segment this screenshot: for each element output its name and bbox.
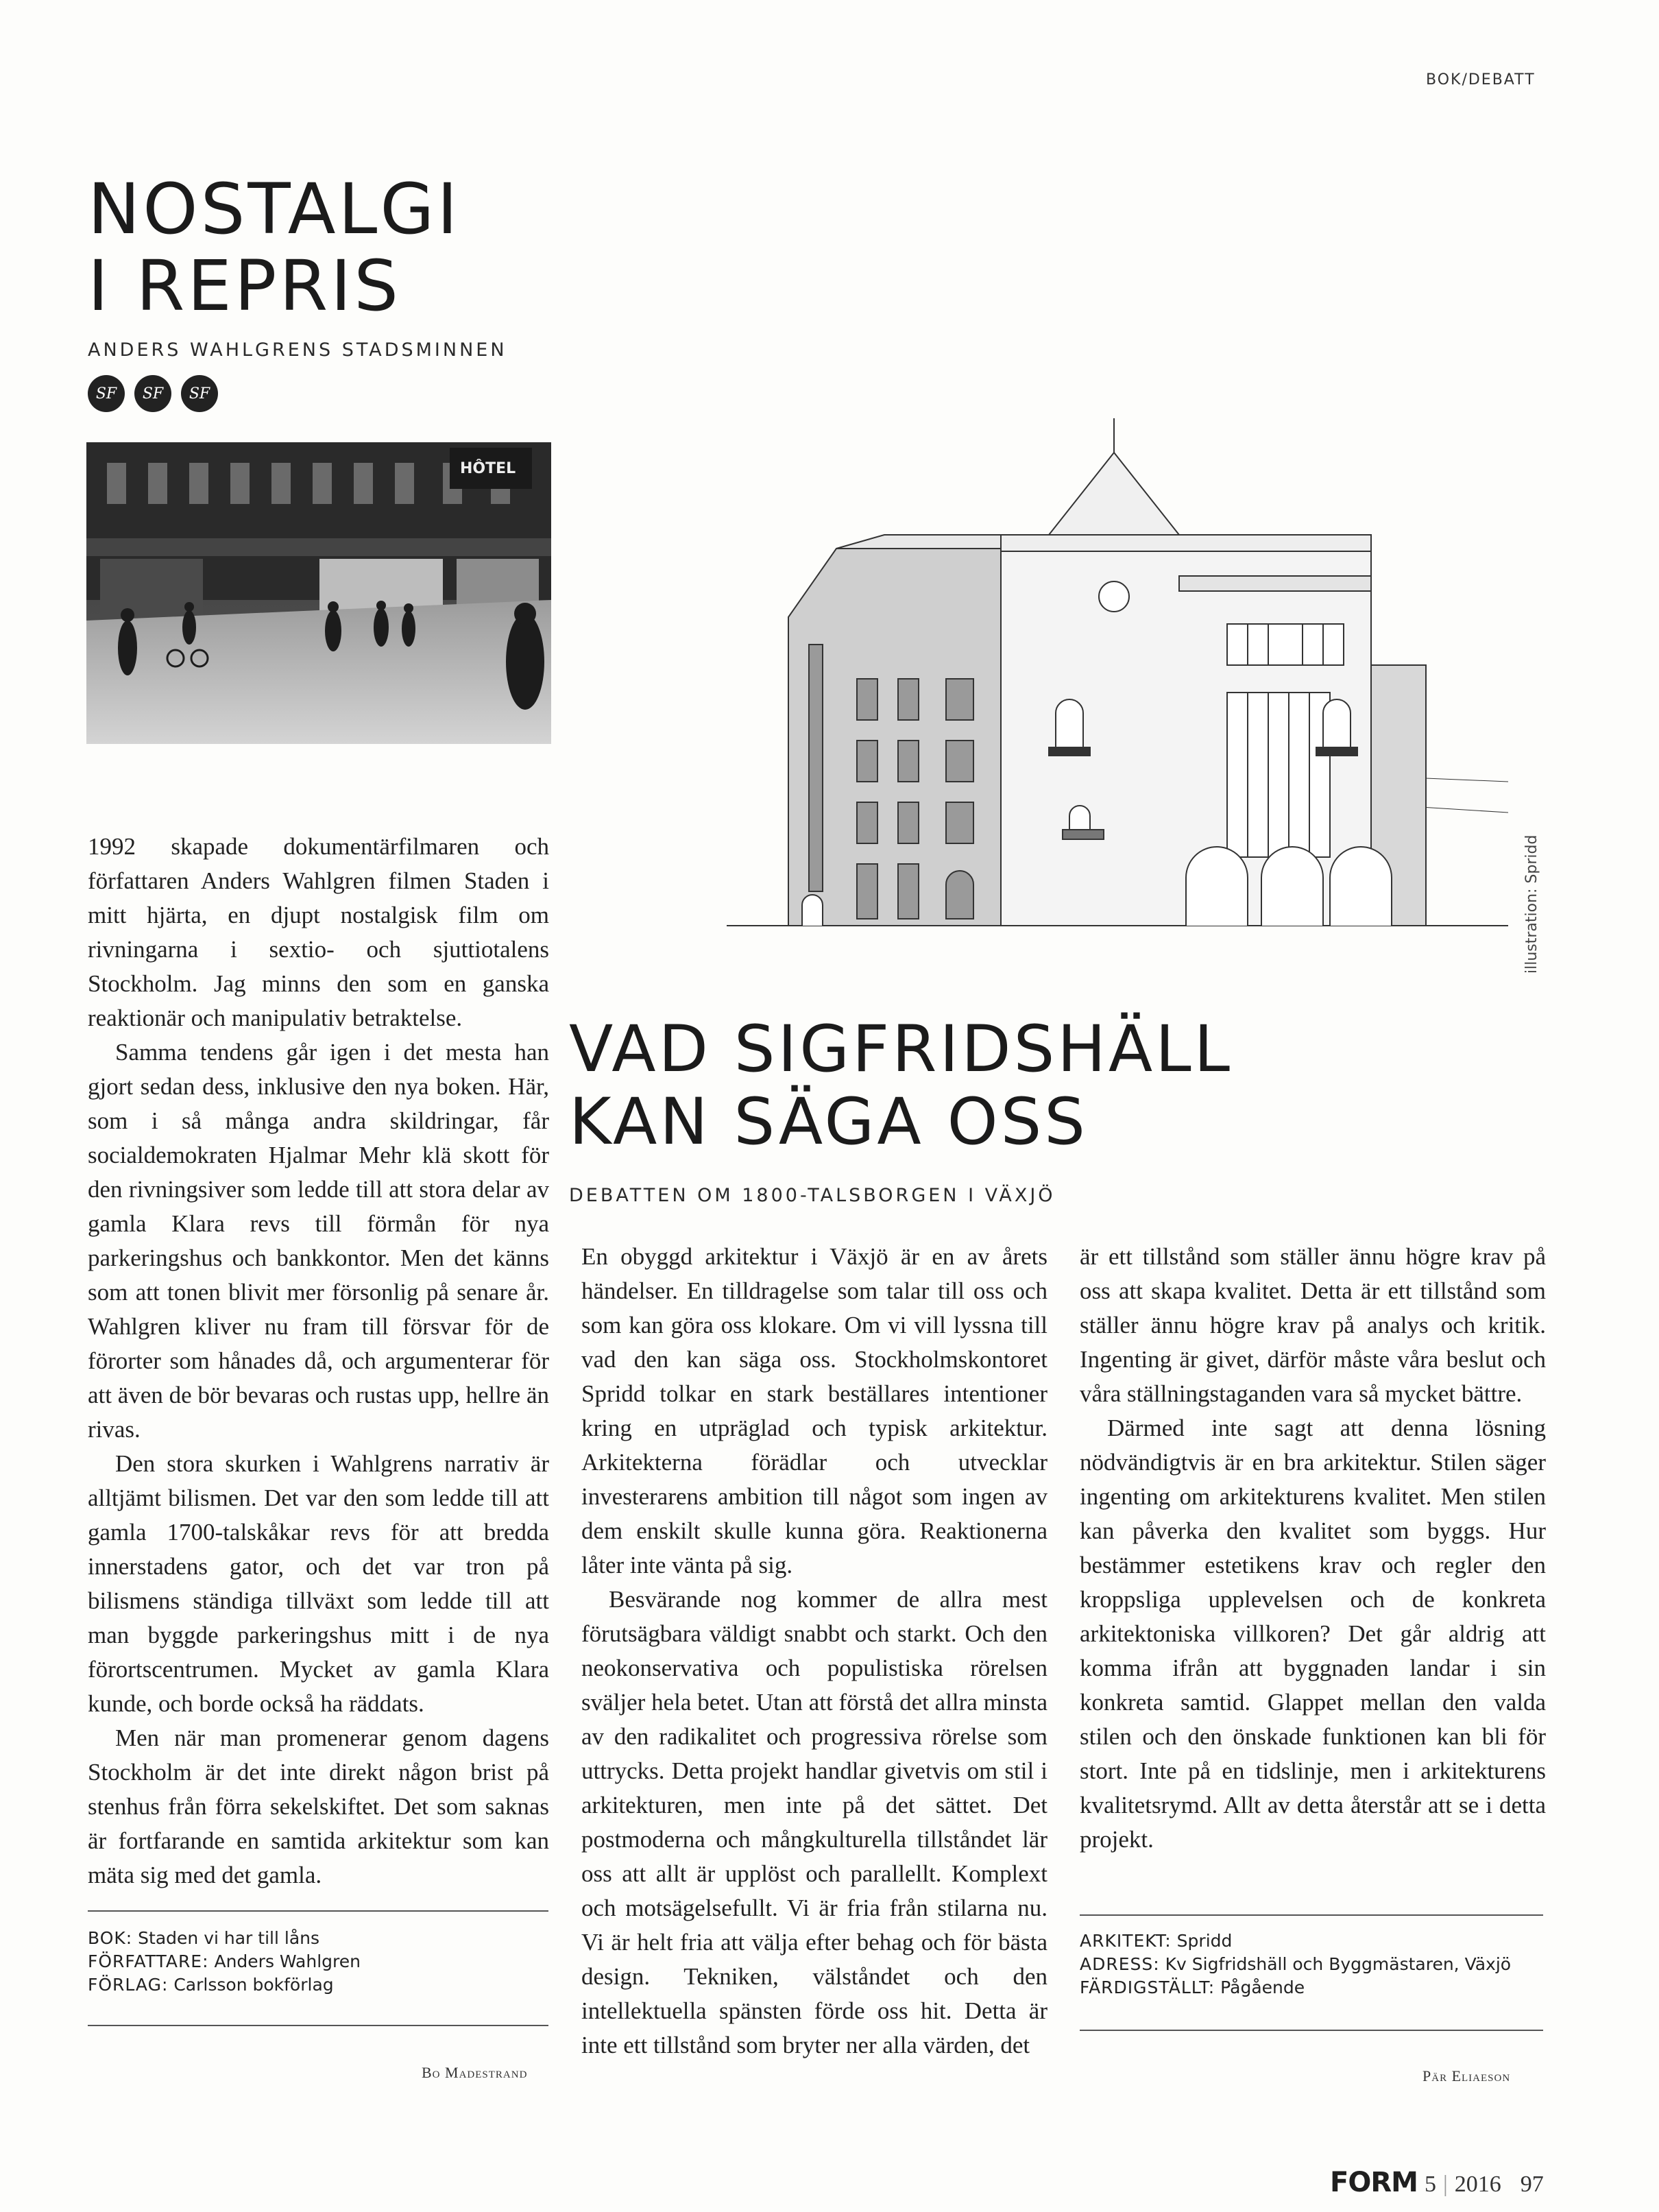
article1-byline: Bo Madestrand xyxy=(422,2064,528,2081)
article1-facts xyxy=(88,1927,361,1997)
page-footer xyxy=(1330,2167,1544,2198)
rating-badges xyxy=(88,375,218,412)
article1-paragraph: Men när man promenerar genom dagens Stockholm är det inte direkt någon brist på stenhus från förra sekelskiftet. Det som saknas är fortfarande en samtida arkitektur som kan mäta sig med det gamla. xyxy=(88,1724,549,1888)
street-photo xyxy=(86,442,551,744)
fact-address: ADRESS: Kv Sigfridshäll och Byggmästaren, Växjö xyxy=(1080,1954,1512,1974)
building-illustration xyxy=(727,418,1508,939)
footer-separator: | xyxy=(1442,2172,1448,2197)
article2-byline: Pär Eliaeson xyxy=(1422,2067,1511,2084)
article1-kicker: ANDERS WAHLGRENS STADSMINNEN xyxy=(88,339,507,361)
article2-paragraph: En obyggd arkitektur i Växjö är en av årets händelser. En tilldragelse som talar till oss och som kan göra oss klokare. Om vi vill lyssna till vad den kan säga oss. Stockholmskontoret Spridd tolkar en stark beställares intentioner kring en utpräglad och typisk arkitektur. Arkitekterna förädlar och utvecklar investerarens ambition till något som ingen av dem enskilt skulle kunna göra. Reaktionerna låter inte vänta på sig. xyxy=(581,1243,1048,1578)
fact-book: BOK: Staden vi har till låns xyxy=(88,1928,320,1948)
issue-number: 5 xyxy=(1424,2172,1436,2197)
article1-paragraph: Samma tendens går igen i det mesta han gjort sedan dess, inklusive den nya boken. Här, som i så många andra skildringar, får socialdemokraten Hjalmar Mehr klä skott för den rivningsiver som ledde till att stora delar av gamla Klara revs till förmån för nya parkeringshus och bankkontor. Men det känns som att tonen blivit mer försonlig på senare år. Wahlgren kliver nu fram till försvar för de förorter som hånades då, och argumenterar för att även de bör bevaras och rustas upp, hellre än rivas. xyxy=(88,1039,549,1443)
fact-author: FÖRFATTARE: Anders Wahlgren xyxy=(88,1951,361,1971)
article2-title-line2: KAN SÄGA OSS xyxy=(569,1085,1088,1159)
fact-completed: FÄRDIGSTÄLLT: Pågående xyxy=(1080,1977,1305,1997)
article1-body xyxy=(88,830,549,1892)
article2-column1 xyxy=(581,1240,1048,2063)
article1-title xyxy=(88,171,460,325)
issue-year: 2016 xyxy=(1454,2172,1501,2197)
article1-paragraph: 1992 skapade dokumentärfilmaren och författaren Anders Wahlgren filmen Staden i mitt hjärta, en djupt nostalgisk film om rivningarna i sextio- och sjuttiotalens Stockholm. Jag minns den som en ganska reaktionär och manipulativ betraktelse. xyxy=(88,833,549,1031)
article2-facts xyxy=(1080,1930,1511,1999)
article2-paragraph: Därmed inte sagt att denna lösning nödvändigtvis är en bra arkitektur. Stilen säger ingenting om arkitekturens kvalitet. Men stilen kan påverka den kvalitet som byggs. Hur bestämmer estetikens krav och regler den kroppsliga upplevelsen och de konkreta arkitektoniska villkoren? Det går aldrig att komma ifrån att byggnaden landar i sin konkreta samtid. Glappet mellan den valda stilen och den önskade funktionen kan bli för stort. Inte på en tidslinje, men i arkitekturens kvalitetsrymd. Allt av detta återstår att se i detta projekt. xyxy=(1080,1415,1546,1853)
section-label: BOK/DEBATT xyxy=(1426,71,1536,88)
article1-paragraph: Den stora skurken i Wahlgrens narrativ är alltjämt bilismen. Det var den som ledde till att gamla 1700-talskåkar revs för att bredda innerstadens gator, och det var tron på bilismens ständiga tillväxt som ledde till att man byggde parkeringshus mitt i de nya förortscentrumen. Mycket av gamla Klara kunde, och borde också ha räddats. xyxy=(88,1450,549,1717)
article2-kicker: DEBATTEN OM 1800-TALSBORGEN I VÄXJÖ xyxy=(569,1185,1056,1206)
hotel-sign: HÔTEL xyxy=(460,460,516,477)
article1-facts-top-rule xyxy=(88,1910,548,1912)
illustration-credit: illustration: Spridd xyxy=(1523,834,1540,974)
article2-title xyxy=(569,1013,1233,1159)
magazine-logo: FORM xyxy=(1330,2167,1418,2198)
fact-architect: ARKITEKT: Spridd xyxy=(1080,1931,1233,1951)
article1-title-line1: NOSTALGI xyxy=(88,169,461,250)
article2-paragraph: är ett tillstånd som ställer ännu högre krav på oss att skapa kvalitet. Detta är ett tillstånd som ställer ännu högre krav på analys och kritik. Ingenting är givet, därför måste våra beslut och våra ställningstaganden vara så mycket bättre. xyxy=(1080,1243,1546,1407)
article1-facts-bottom-rule xyxy=(88,2025,548,2026)
article2-column2 xyxy=(1080,1240,1546,1857)
fact-publisher: FÖRLAG: Carlsson bokförlag xyxy=(88,1975,334,1995)
rating-badge: SF xyxy=(181,375,218,412)
article2-facts-bottom-rule xyxy=(1080,2030,1543,2031)
article2-paragraph: Besvärande nog kommer de allra mest förutsägbara väldigt snabbt och starkt. Och den neokonservativa och populistiska rörelsen sväljer hela betet. Utan att förstå det allra minsta av den radikalitet och progressiva rörelse som uttrycks. Detta projekt handlar givetvis om stil i arkitekturen, men inte på det sättet. Det postmoderna och mångkulturella tillståndet lär oss att allt är upplöst och parallellt. Komplext och motsägelsefullt. Vi är fria från stilarna nu. Vi är helt fria att välja efter behag och för bästa design. Tekniken, välståndet och den intellektuella spänsten förde oss hit. Detta är inte ett tillstånd som bryter ner alla värden, det xyxy=(581,1586,1048,2058)
article2-title-line1: VAD SIGFRIDSHÄLL xyxy=(569,1012,1233,1087)
article1-title-line2: I REPRIS xyxy=(88,245,402,327)
article2-facts-top-rule xyxy=(1080,1914,1543,1916)
rating-badge: SF xyxy=(88,375,125,412)
page-number: 97 xyxy=(1520,2172,1544,2197)
rating-badge: SF xyxy=(134,375,171,412)
